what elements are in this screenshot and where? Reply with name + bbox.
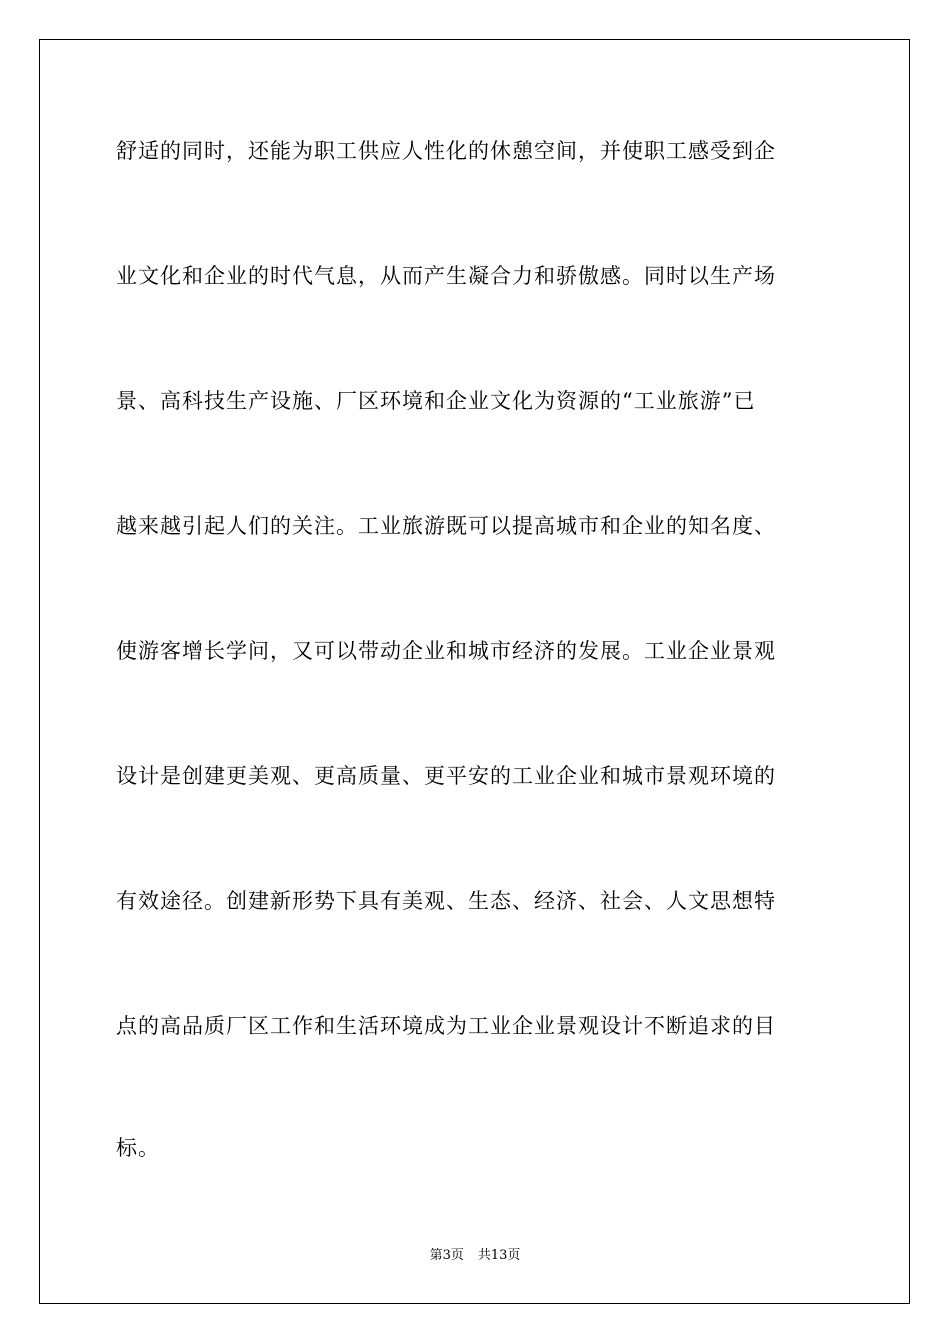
text-line: 景、高科技生产设施、厂区环境和企业文化为资源的“工业旅游”已 xyxy=(116,389,756,413)
text-line: 越来越引起人们的关注。工业旅游既可以提高城市和企业的知名度、 xyxy=(116,514,776,538)
page-border xyxy=(39,39,910,1304)
text-line: 舒适的同时，还能为职工供应人性化的休憩空间，并使职工感受到企 xyxy=(116,139,776,163)
text-line: 使游客增长学问，又可以带动企业和城市经济的发展。工业企业景观 xyxy=(116,639,776,663)
text-line: 设计是创建更美观、更高质量、更平安的工业企业和城市景观环境的 xyxy=(116,764,776,788)
page-footer xyxy=(0,1247,950,1265)
text-line: 点的高品质厂区工作和生活环境成为工业企业景观设计不断追求的目 xyxy=(116,1014,776,1038)
page-total: 共13页 xyxy=(477,1248,521,1263)
text-line: 业文化和企业的时代气息，从而产生凝合力和骄傲感。同时以生产场 xyxy=(116,264,776,288)
text-line: 标。 xyxy=(116,1136,160,1160)
page-number: 第3页 xyxy=(429,1248,464,1263)
text-line: 有效途径。创建新形势下具有美观、生态、经济、社会、人文思想特 xyxy=(116,889,776,913)
